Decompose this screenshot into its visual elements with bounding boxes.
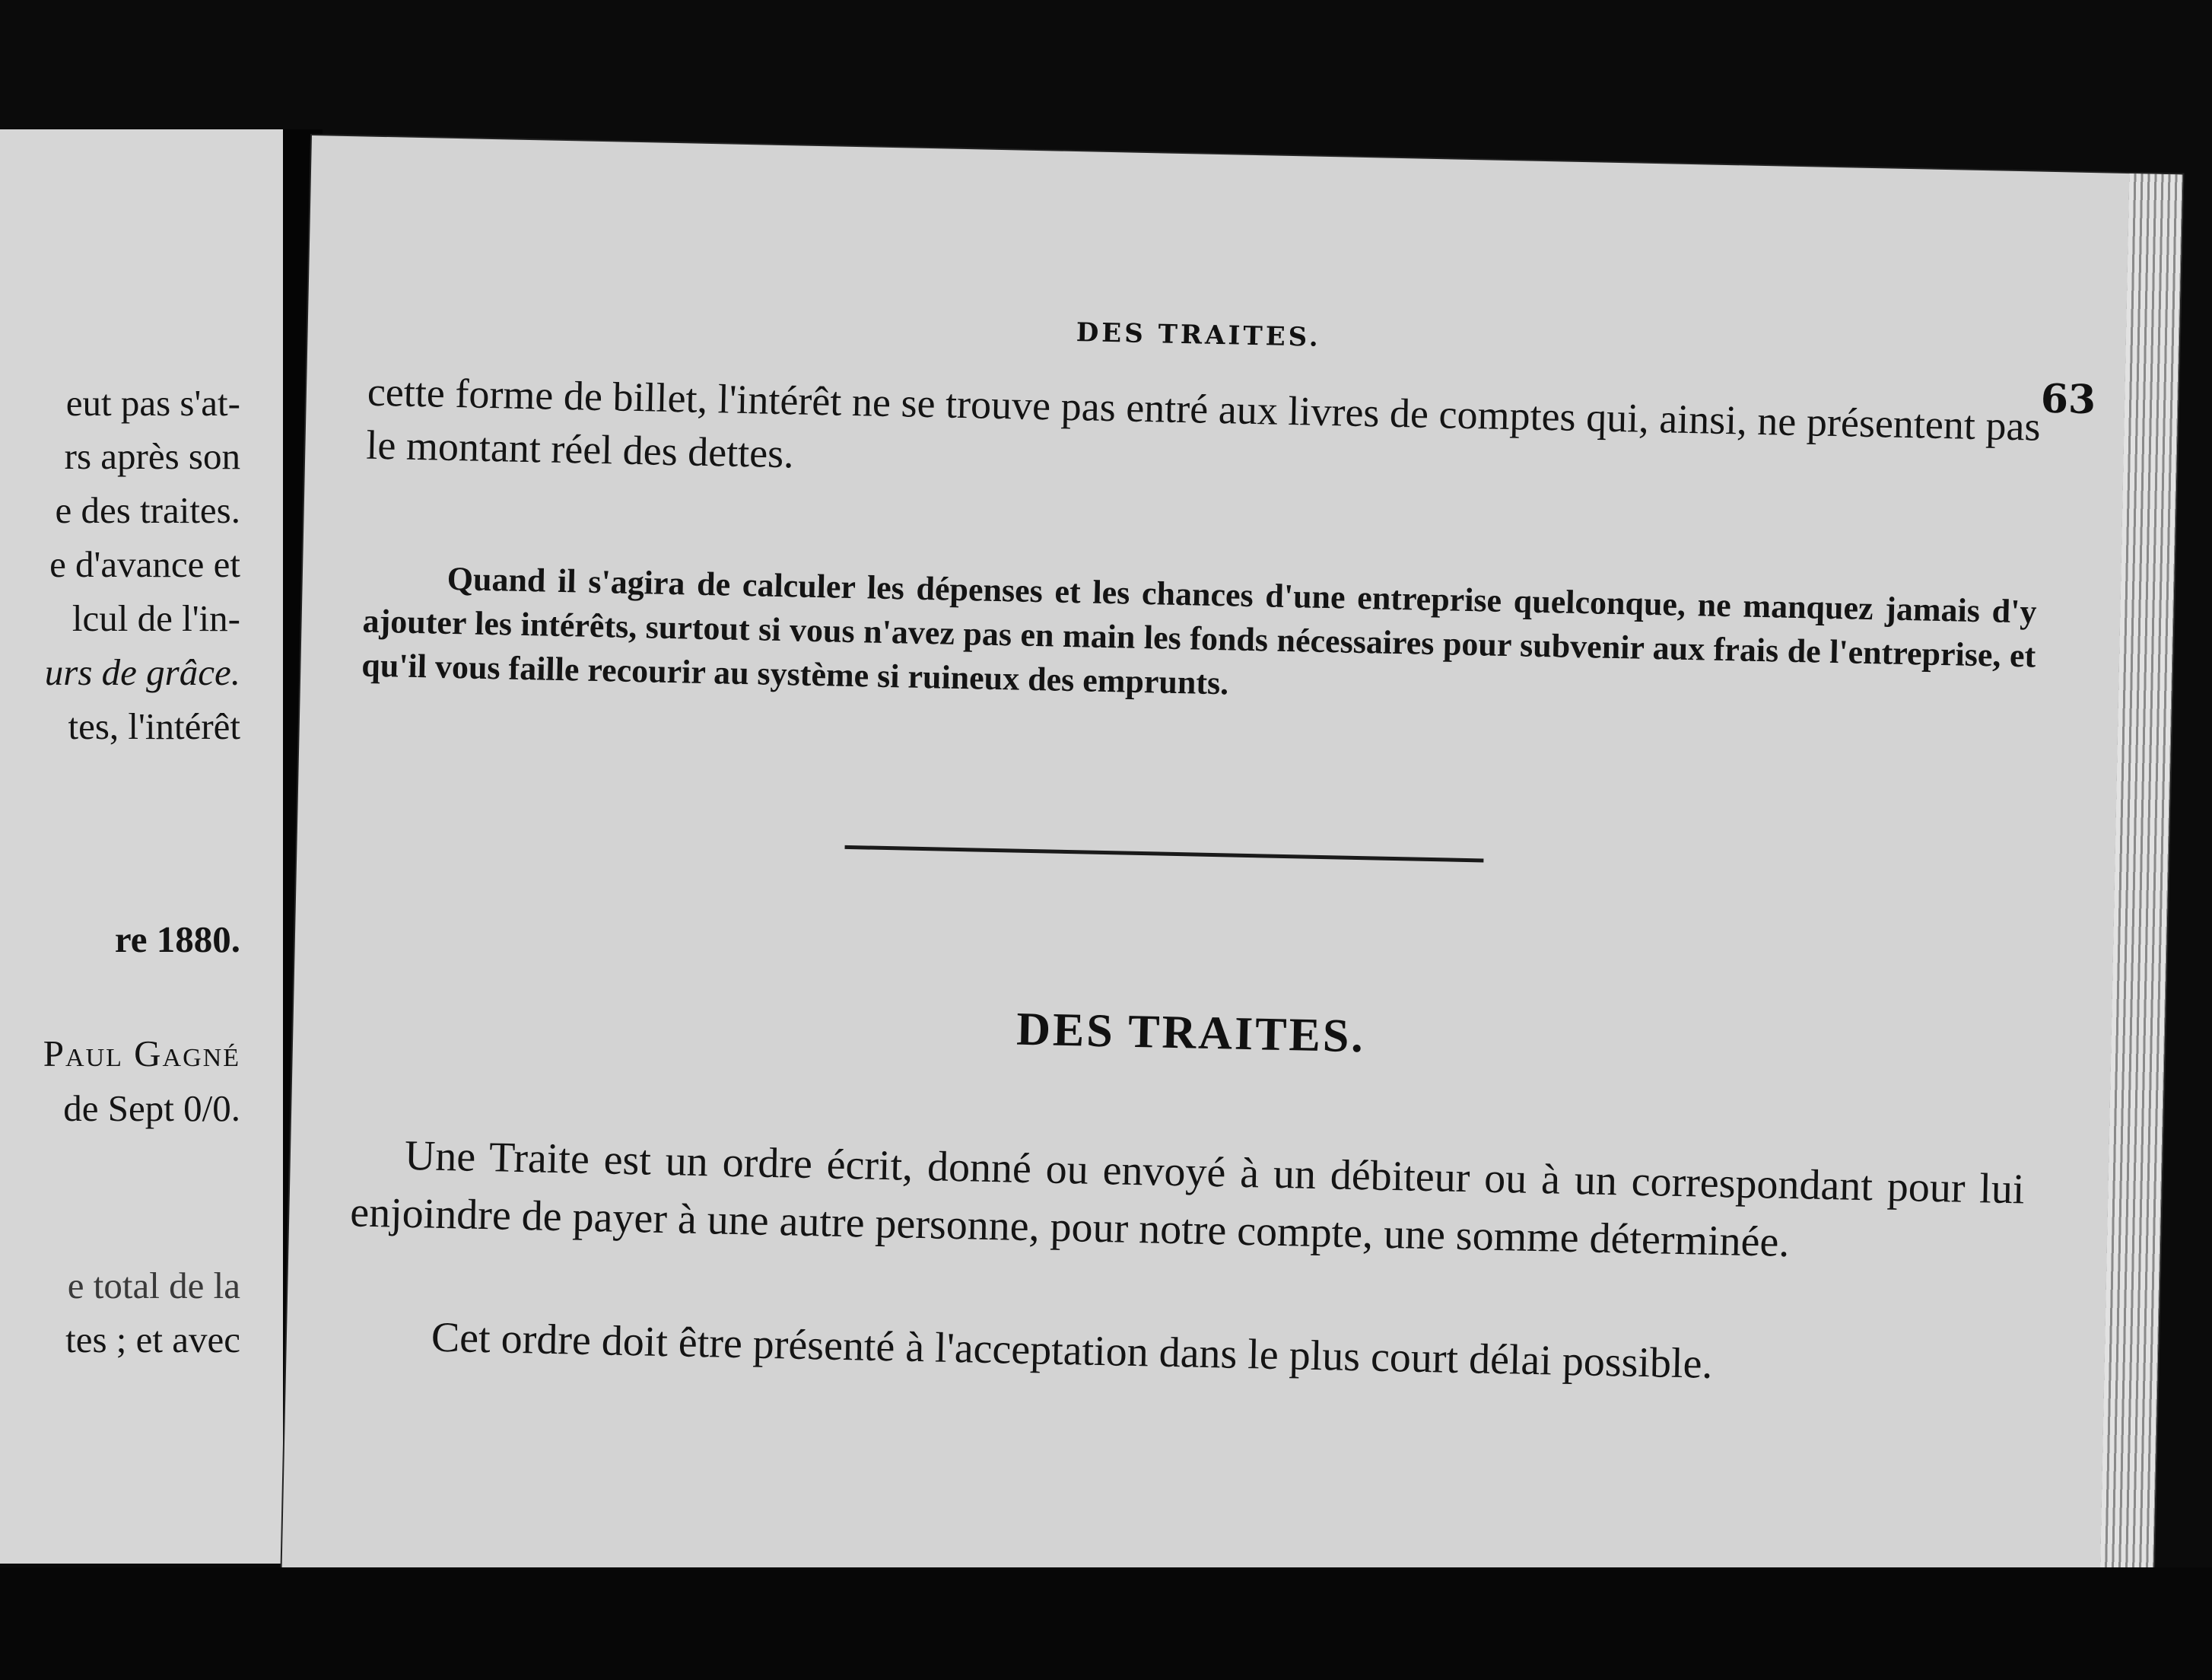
- left-page-line: tes, l'intérêt: [68, 705, 240, 747]
- paragraph-definition: Une Traite est un ordre écrit, donné ou envoyé à un débiteur ou à un correspondant pour lui enjoindre de payer à une autre personne, pour notre compte, une somme déterminée.: [349, 1131, 2026, 1266]
- scan-border: [0, 1567, 2212, 1680]
- paragraph-acceptance: Cet ordre doit être présenté à l'acceptation dans le plus court délai possible.: [431, 1313, 1714, 1388]
- section-title: DES TRAITES.: [1015, 1003, 1366, 1063]
- left-page-line: eut pas s'at-: [65, 382, 240, 424]
- section-divider: [845, 845, 1484, 863]
- left-page-line: de Sept 0/0.: [63, 1087, 240, 1129]
- page-stack-edge: [2099, 173, 2182, 1628]
- left-page-line: e des traites.: [55, 489, 240, 531]
- running-head: DES TRAITES.: [1076, 317, 1322, 353]
- left-page-line: urs de grâce.: [44, 651, 240, 693]
- left-page-line: e d'avance et: [49, 543, 240, 585]
- left-page-line: rs après son: [64, 435, 240, 477]
- paragraph-continuation: cette forme de billet, l'intérêt ne se trouve pas entré aux livres de comptes qui, ainsi, ne présentent pas le montant réel des dettes.: [365, 368, 2042, 477]
- left-page-signature: Paul Gagné: [43, 1032, 240, 1074]
- page-number: 63: [2040, 375, 2096, 424]
- left-page-line: lcul de l'in-: [72, 597, 240, 639]
- left-page-line: e total de la: [67, 1265, 240, 1306]
- paragraph-interest-advice: Quand il s'agira de calculer les dépenses et les chances d'une entreprise quelconque, ne manquez jamais d'y ajouter les intérêts, surtout si vous n'avez pas en main les fonds nécessaires pour subvenir aux frais de l'entreprise, et qu'il vous faille recourir au système si ruineux des emprunts.: [361, 559, 2037, 702]
- left-page-line: re 1880.: [114, 918, 240, 960]
- left-page-line: tes ; et avec: [65, 1319, 240, 1360]
- right-page: [281, 135, 2182, 1628]
- left-facing-page: [0, 129, 304, 1564]
